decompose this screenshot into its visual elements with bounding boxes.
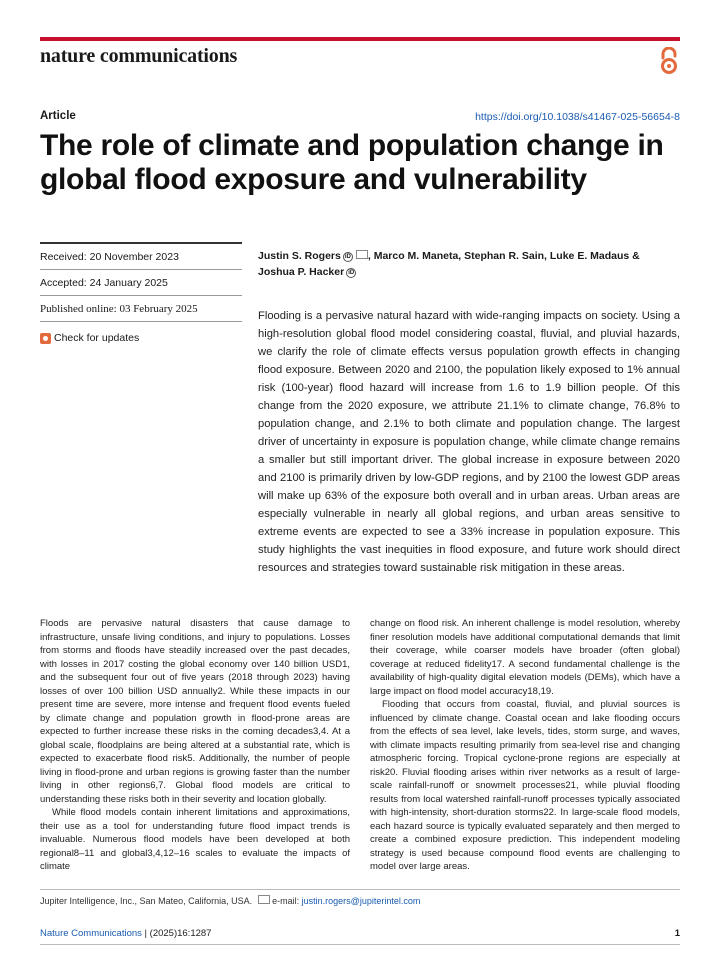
journal-name: nature communications [40, 45, 238, 67]
email-label: e-mail: [272, 896, 302, 906]
body-paragraph: change on flood risk. An inherent challenge is model resolution, whereby finer resolution models have additional computational demands that limit their coverage, while coarser models have broader (often global) coverage at reduced fidelity17. A second fundamental challenge is the availability of high-quality digital elevation models (DEMs), which have a large impact on flood model accuracy18,19. [370, 618, 680, 697]
check-updates-icon [40, 333, 51, 344]
footer-citation [40, 928, 211, 939]
email-envelope-icon[interactable] [356, 250, 368, 259]
footer-divider [40, 944, 680, 945]
published-date: Published online: 03 February 2025 [40, 295, 242, 321]
body-paragraph: While flood models contain inherent limitations and approximations, their use as a tool for understanding future flood impact trends is invaluable. Numerous flood models have been developed at both regional8–11 and global3,4,12–16 scales to evaluate the impacts of climate [40, 807, 350, 872]
body-paragraph: Floods are pervasive natural disasters that cause damage to infrastructure, unsafe living conditions, and injury to populations. Losses from storms and floods have steadily increased over the past decades, with losses in 2017 costing the global economy over 140 billion USD1, and the subsequent four out of five years (2018 through 2023) having losses of over 100 billion USD annually2. While these impacts in our present time are severe, more intense and frequent flood events fueled by climate change and population growth in flood-prone areas are expected to further increase these risks in the coming decades3,4. At a global scale, floodplains are being altered at a substantial rate, which is expected to exacerbate flood risk5. Additionally, the number of people living in flood-prone and urban regions is growing faster than the number living in other regions6,7. Global flood models are critical to understanding these risks both in their severity and location globally. [40, 618, 350, 805]
page-number: 1 [674, 928, 680, 939]
author-name[interactable]: Joshua P. Hacker [258, 266, 345, 278]
open-access-lock-icon [658, 47, 680, 75]
footer-volume: | (2025)16:1287 [141, 928, 212, 939]
orcid-icon[interactable]: iD [344, 254, 351, 260]
author-list [258, 248, 678, 280]
affiliation-text: Jupiter Intelligence, Inc., San Mateo, California, USA. [40, 896, 253, 906]
check-for-updates-button[interactable] [40, 321, 242, 347]
footer-journal-name[interactable]: Nature Communications [40, 928, 142, 939]
author-name[interactable]: Justin S. Rogers [258, 250, 341, 262]
header-rule [40, 37, 680, 41]
article-title: The role of climate and population change in global flood exposure and vulnerability [40, 129, 664, 196]
body-paragraph: Flooding that occurs from coastal, fluvial, and pluvial sources is influenced by climate change. Coastal ocean and lake flooding occurs from the effects of sea level, lake levels, tides, storm surge, and waves, with climate impacts resulting primarily from sea-level rise and changing atmospheric forcing. Tropical cyclone-prone regions are especially at risk20. Fluvial flooding arises within river networks as a result of large-scale rainfall-runoff or snowmelt processes21, while pluvial flooding results from local watershed rainfall-runoff processes typically associated with high-intensity, short-duration storms22. In large-scale flood models, each hazard source is typically evaluated separately and then merged to create a combined exposure prediction. This independent modeling strategy is used because compound flood events are challenging to model over large areas. [370, 699, 680, 872]
accepted-date: Accepted: 24 January 2025 [40, 269, 242, 295]
doi-link[interactable]: https://doi.org/10.1038/s41467-025-56654-8 [475, 111, 680, 123]
body-column-left [40, 617, 350, 874]
body-column-right [370, 617, 680, 874]
author-email-link[interactable]: justin.rogers@jupiterintel.com [301, 896, 421, 906]
received-date: Received: 20 November 2023 [40, 242, 242, 269]
article-type: Article [40, 110, 76, 122]
check-updates-label: Check for updates [54, 332, 140, 344]
orcid-icon[interactable]: iD [348, 270, 355, 276]
email-envelope-icon [258, 895, 270, 904]
affiliation-divider [40, 889, 680, 890]
affiliation [40, 895, 420, 906]
author-names: , Marco M. Maneta, Stephan R. Sain, Luke E. Madaus & [367, 250, 640, 262]
article-metadata [40, 242, 242, 347]
abstract: Flooding is a pervasive natural hazard with wide-ranging impacts on society. Using a high-resolution global flood model considering coastal, fluvial, and pluvial hazards, we clarify the role of climate effects versus population growth effects in changing flood exposure. Between 2020 and 2100, the population likely exposed to 1% annual risk (100-year) flood hazard will increase from 1.6 to 1.9 billion people. Of this change from the 2020 exposure, we attribute 21.1% to climate change, 76.8% to population change, and 2.1% to both climate and population change. The largest driver of uncertainty in exposure is population change, while climate change remains a smaller but still important driver. The global increase in exposure between 2020 and 2100 is primarily driven by low-GDP regions, and by 2100 the lowest GDP areas will make up 63% of the exposure both overall and in urban areas. Urban areas are especially vulnerable in nearly all global regions, and urban areas sensitive to extreme events are expected to see a 33% increase in population exposure. This study highlights the vast inequities in flood exposure, and future work should direct resources and strategies toward sustainable risk mitigation in these areas. [258, 310, 680, 574]
